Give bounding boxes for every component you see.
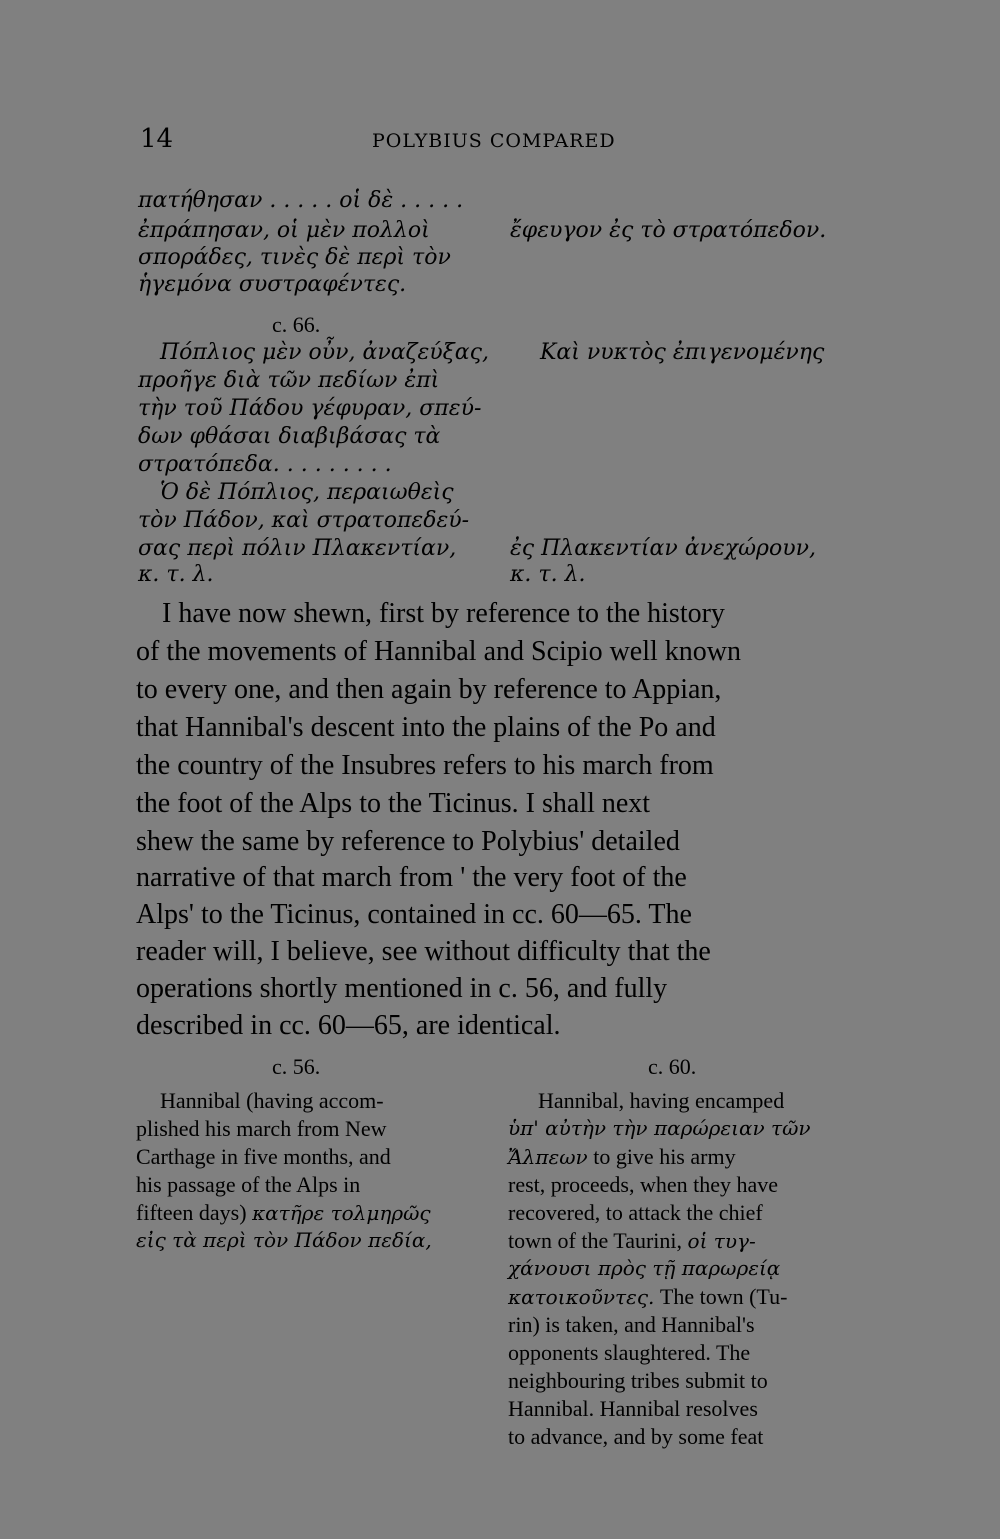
left-col-line-5-greek: κατῆρε τολμηρῶς (252, 1201, 431, 1225)
right-col-line-9: rin) is taken, and Hannibal's (508, 1312, 755, 1337)
right-col-line-5: recovered, to attack the chief (508, 1200, 763, 1225)
right-col-line-11: neighbouring tribes submit to (508, 1368, 768, 1393)
page-number: 14 (140, 124, 174, 154)
body-line-4: that Hannibal's descent into the plains of the Po and (136, 712, 716, 743)
right-col-line-10: opponents slaughtered. The (508, 1340, 751, 1365)
body-line-7: shew the same by reference to Polybius' detailed (136, 826, 680, 857)
right-col-line-3-greek: Ἄλπεων (508, 1145, 588, 1169)
body-line-5: the country of the Insubres refers to his march from (136, 750, 714, 781)
greek-left2-line-9: κ. τ. λ. (138, 562, 214, 587)
right-col-line-3-text: to give his army (593, 1144, 736, 1169)
left-col-line-6: εἰς τὰ περὶ τὸν Πάδον πεδία, (136, 1228, 432, 1252)
body-line-10: reader will, I believe, see without difficulty that the (136, 936, 711, 967)
left-col-line-5 (136, 1200, 431, 1226)
right-col-line-2: ὑπ' αὐτὴν τὴν παρώρειαν τῶν (508, 1116, 811, 1140)
left-col-line-2: plished his march from New (136, 1116, 387, 1141)
greek-right2-line-3: κ. τ. λ. (510, 562, 586, 587)
right-col-line-7: χάνουσι πρὸς τῇ παρωρείᾳ (508, 1256, 781, 1280)
greek-left2-line-4: δων φθάσαι διαβιβάσας τὰ (138, 424, 441, 449)
body-line-11: operations shortly mentioned in c. 56, and fully (136, 973, 668, 1004)
body-line-9: Alps' to the Ticinus, contained in cc. 60—65. The (136, 899, 692, 930)
greek-left2-line-1: Πόπλιος μὲν οὖν, ἀναζεύξας, (160, 340, 489, 365)
right-col-line-6-text: town of the Taurini, (508, 1228, 683, 1253)
right-col-line-6 (508, 1228, 756, 1254)
right-col-line-12: Hannibal. Hannibal resolves (508, 1396, 758, 1421)
body-line-8: narrative of that march from ' the very foot of the (136, 862, 687, 893)
body-line-12: described in cc. 60—65, are identical. (136, 1010, 561, 1041)
body-line-3: to every one, and then again by reference to Appian, (136, 674, 722, 705)
greek-left2-line-5: στρατόπεδα. . . . . . . . . (138, 452, 392, 477)
greek-right-line-1: ἔφευγον ἐς τὸ στρατόπεδον. (510, 218, 827, 243)
greek-left2-line-2: προῆγε διὰ τῶν πεδίων ἐπὶ (138, 368, 440, 393)
greek-left2-line-7: τὸν Πάδον, καὶ στρατοπεδεύ- (138, 508, 470, 533)
right-col-line-8-greek: κατοικοῦντες. (508, 1285, 655, 1309)
section-heading-66: c. 66. (272, 312, 321, 337)
greek-right2-line-1: Καὶ νυκτὸς ἐπιγενομένης (540, 340, 825, 365)
body-line-1: I have now shewn, first by reference to the history (162, 598, 725, 629)
greek-right2-line-2: ἐς Πλακεντίαν ἀνεχώρουν, (510, 536, 816, 561)
greek-left-line-4: ἡγεμόνα συστραφέντες. (138, 272, 407, 297)
right-col-line-6-greek: οἱ τυγ- (687, 1229, 756, 1253)
right-col-line-13: to advance, and by some feat (508, 1424, 764, 1449)
greek-left-line-3: σποράδες, τινὲς δὲ περὶ τὸν (138, 245, 451, 270)
greek-left-line-2: ἐπράπησαν, οἱ μὲν πολλοὶ (138, 218, 430, 243)
greek-left2-line-3: τὴν τοῦ Πάδου γέφυραν, σπεύ- (138, 396, 482, 421)
left-col-line-3: Carthage in five months, and (136, 1144, 391, 1169)
right-col-line-3 (508, 1144, 736, 1170)
left-col-line-5-text: fifteen days) (136, 1200, 247, 1225)
right-col-line-4: rest, proceeds, when they have (508, 1172, 779, 1197)
body-line-6: the foot of the Alps to the Ticinus. I shall next (136, 788, 651, 819)
right-column-heading: c. 60. (648, 1054, 697, 1079)
left-col-line-1: Hannibal (having accom- (160, 1088, 384, 1113)
left-col-line-4: his passage of the Alps in (136, 1172, 361, 1197)
left-column-heading: c. 56. (272, 1054, 321, 1079)
greek-left2-line-6: Ὁ δὲ Πόπλιος, περαιωθεὶς (160, 480, 454, 505)
greek-left2-line-8: σας περὶ πόλιν Πλακεντίαν, (138, 536, 457, 561)
greek-left-line-1: πατήθησαν . . . . . οἱ δὲ . . . . . (138, 188, 464, 213)
right-col-line-8-text: The town (Tu- (659, 1284, 788, 1309)
right-col-line-8 (508, 1284, 787, 1310)
running-title: POLYBIUS COMPARED (372, 130, 616, 152)
right-col-line-1: Hannibal, having encamped (538, 1088, 785, 1113)
body-line-2: of the movements of Hannibal and Scipio well known (136, 636, 741, 667)
